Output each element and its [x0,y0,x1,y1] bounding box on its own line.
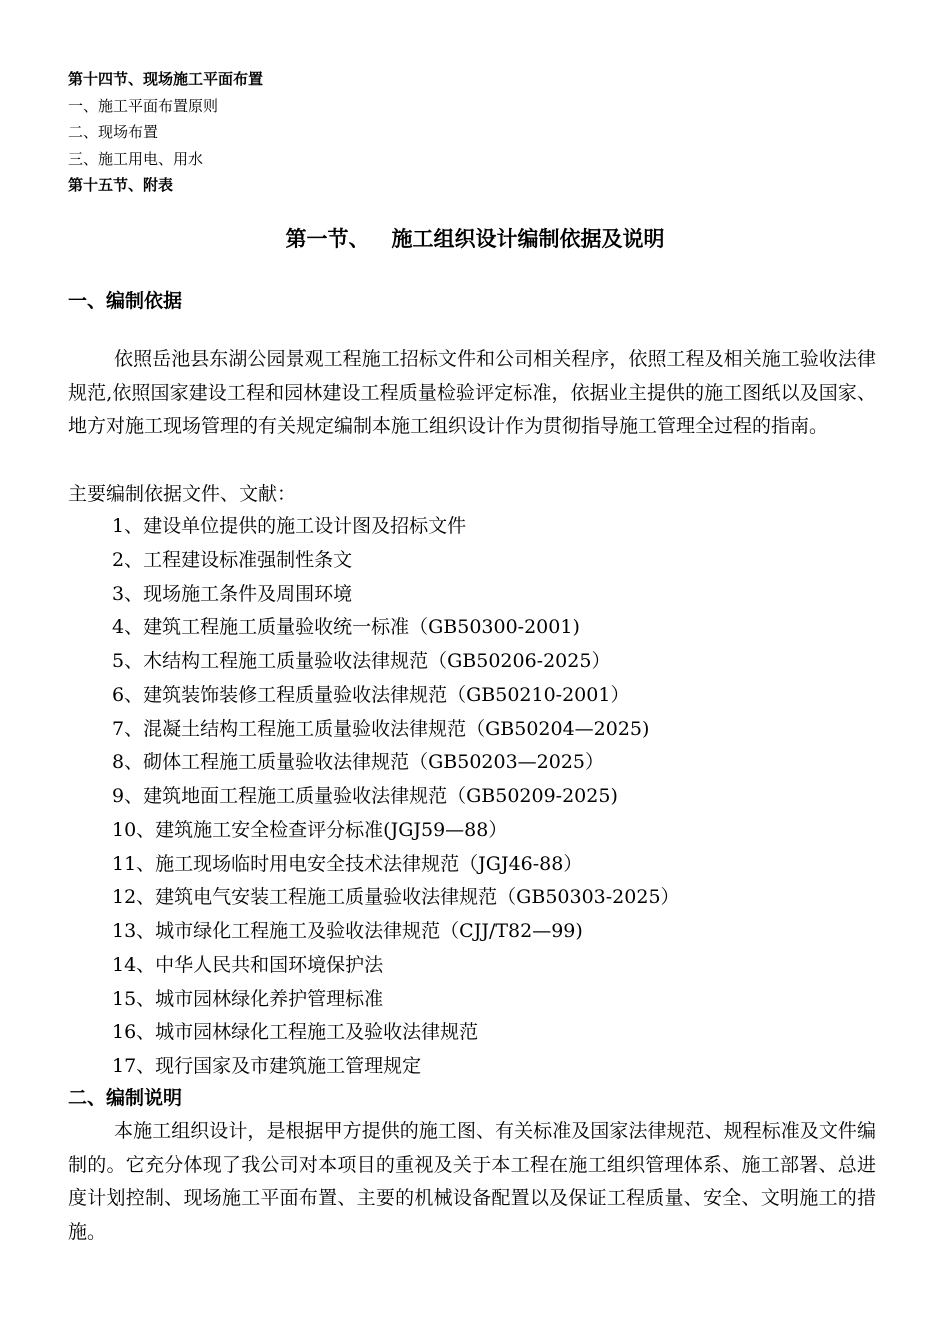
reference-item: 12、建筑电气安装工程施工质量验收法律规范（GB50303-2025） [112,886,680,909]
reference-item: 7、混凝土结构工程施工质量验收法律规范（GB50204—2025) [112,717,650,740]
reference-item: 16、城市园林绿化工程施工及验收法律规范 [112,1021,479,1044]
reference-item: 8、砌体工程施工质量验收法律规范（GB50203—2025） [112,751,605,774]
reference-list-intro: 主要编制依据文件、文献： [68,483,297,505]
toc-entry-section-15: 第十五节、附表 [68,176,174,194]
reference-item: 2、工程建设标准强制性条文 [112,548,353,571]
toc-entry-power-water: 三、施工用电、用水 [68,149,204,168]
explanation-paragraph [68,1115,876,1249]
reference-item: 1、建设单位提供的施工设计图及招标文件 [112,515,467,537]
reference-item: 5、木结构工程施工质量验收法律规范（GB50206-2025） [112,650,611,672]
reference-item: 9、建筑地面工程施工质量验收法律规范（GB50209-2025) [112,785,618,807]
table-of-contents [68,66,888,199]
basis-heading: 一、编制依据 [68,290,183,312]
section-title [0,224,950,254]
reference-item: 14、中华人民共和国环境保护法 [112,953,384,976]
reference-item: 10、建筑施工安全检查评分标准(JGJ59—88） [112,818,508,841]
reference-item: 15、城市园林绿化养护管理标准 [112,987,384,1010]
section-title-text: 施工组织设计编制依据及说明 [391,227,665,251]
explanation-paragraph-text: 本施工组织设计，是根据甲方提供的施工图、有关标准及国家法律规范、规程标准及文件编制的。它充分体现了我公司对本项目的重视及关于本工程在施工组织管理体系、施工部署、总进度计划控制、现场施工平面布置、主要的机械设备配置以及保证工程质量、安全、文明施工的措施。 [68,1120,876,1243]
reference-item: 6、建筑装饰装修工程质量验收法律规范（GB50210-2001） [112,683,630,706]
basis-paragraph-text: 依照岳池县东湖公园景观工程施工招标文件和公司相关程序，依照工程及相关施工验收法律规范,依照国家建设工程和园林建设工程质量检验评定标准，依据业主提供的施工图纸以及国家、地方对施工现场管理的有关规定编制本施工组织设计作为贯彻指导施工管理全过程的指南。 [68,348,876,437]
reference-item: 3、现场施工条件及周围环境 [112,582,353,605]
reference-list [112,510,892,1084]
basis-paragraph [68,343,876,444]
reference-item: 17、现行国家及市建筑施工管理规定 [112,1055,422,1077]
toc-entry-site-layout: 二、现场布置 [68,123,159,141]
reference-item: 4、建筑工程施工质量验收统一标准（GB50300-2001) [112,616,580,639]
section-number: 第一节、 [285,227,370,251]
reference-item: 11、施工现场临时用电安全技术法律规范（JGJ46-88） [112,852,583,875]
toc-entry-section-14: 第十四节、现场施工平面布置 [68,70,264,88]
reference-item: 13、城市绿化工程施工及验收法律规范（CJJ/T82—99) [112,920,583,942]
toc-entry-layout-principles: 一、施工平面布置原则 [68,96,219,115]
explanation-heading: 二、编制说明 [68,1087,183,1109]
